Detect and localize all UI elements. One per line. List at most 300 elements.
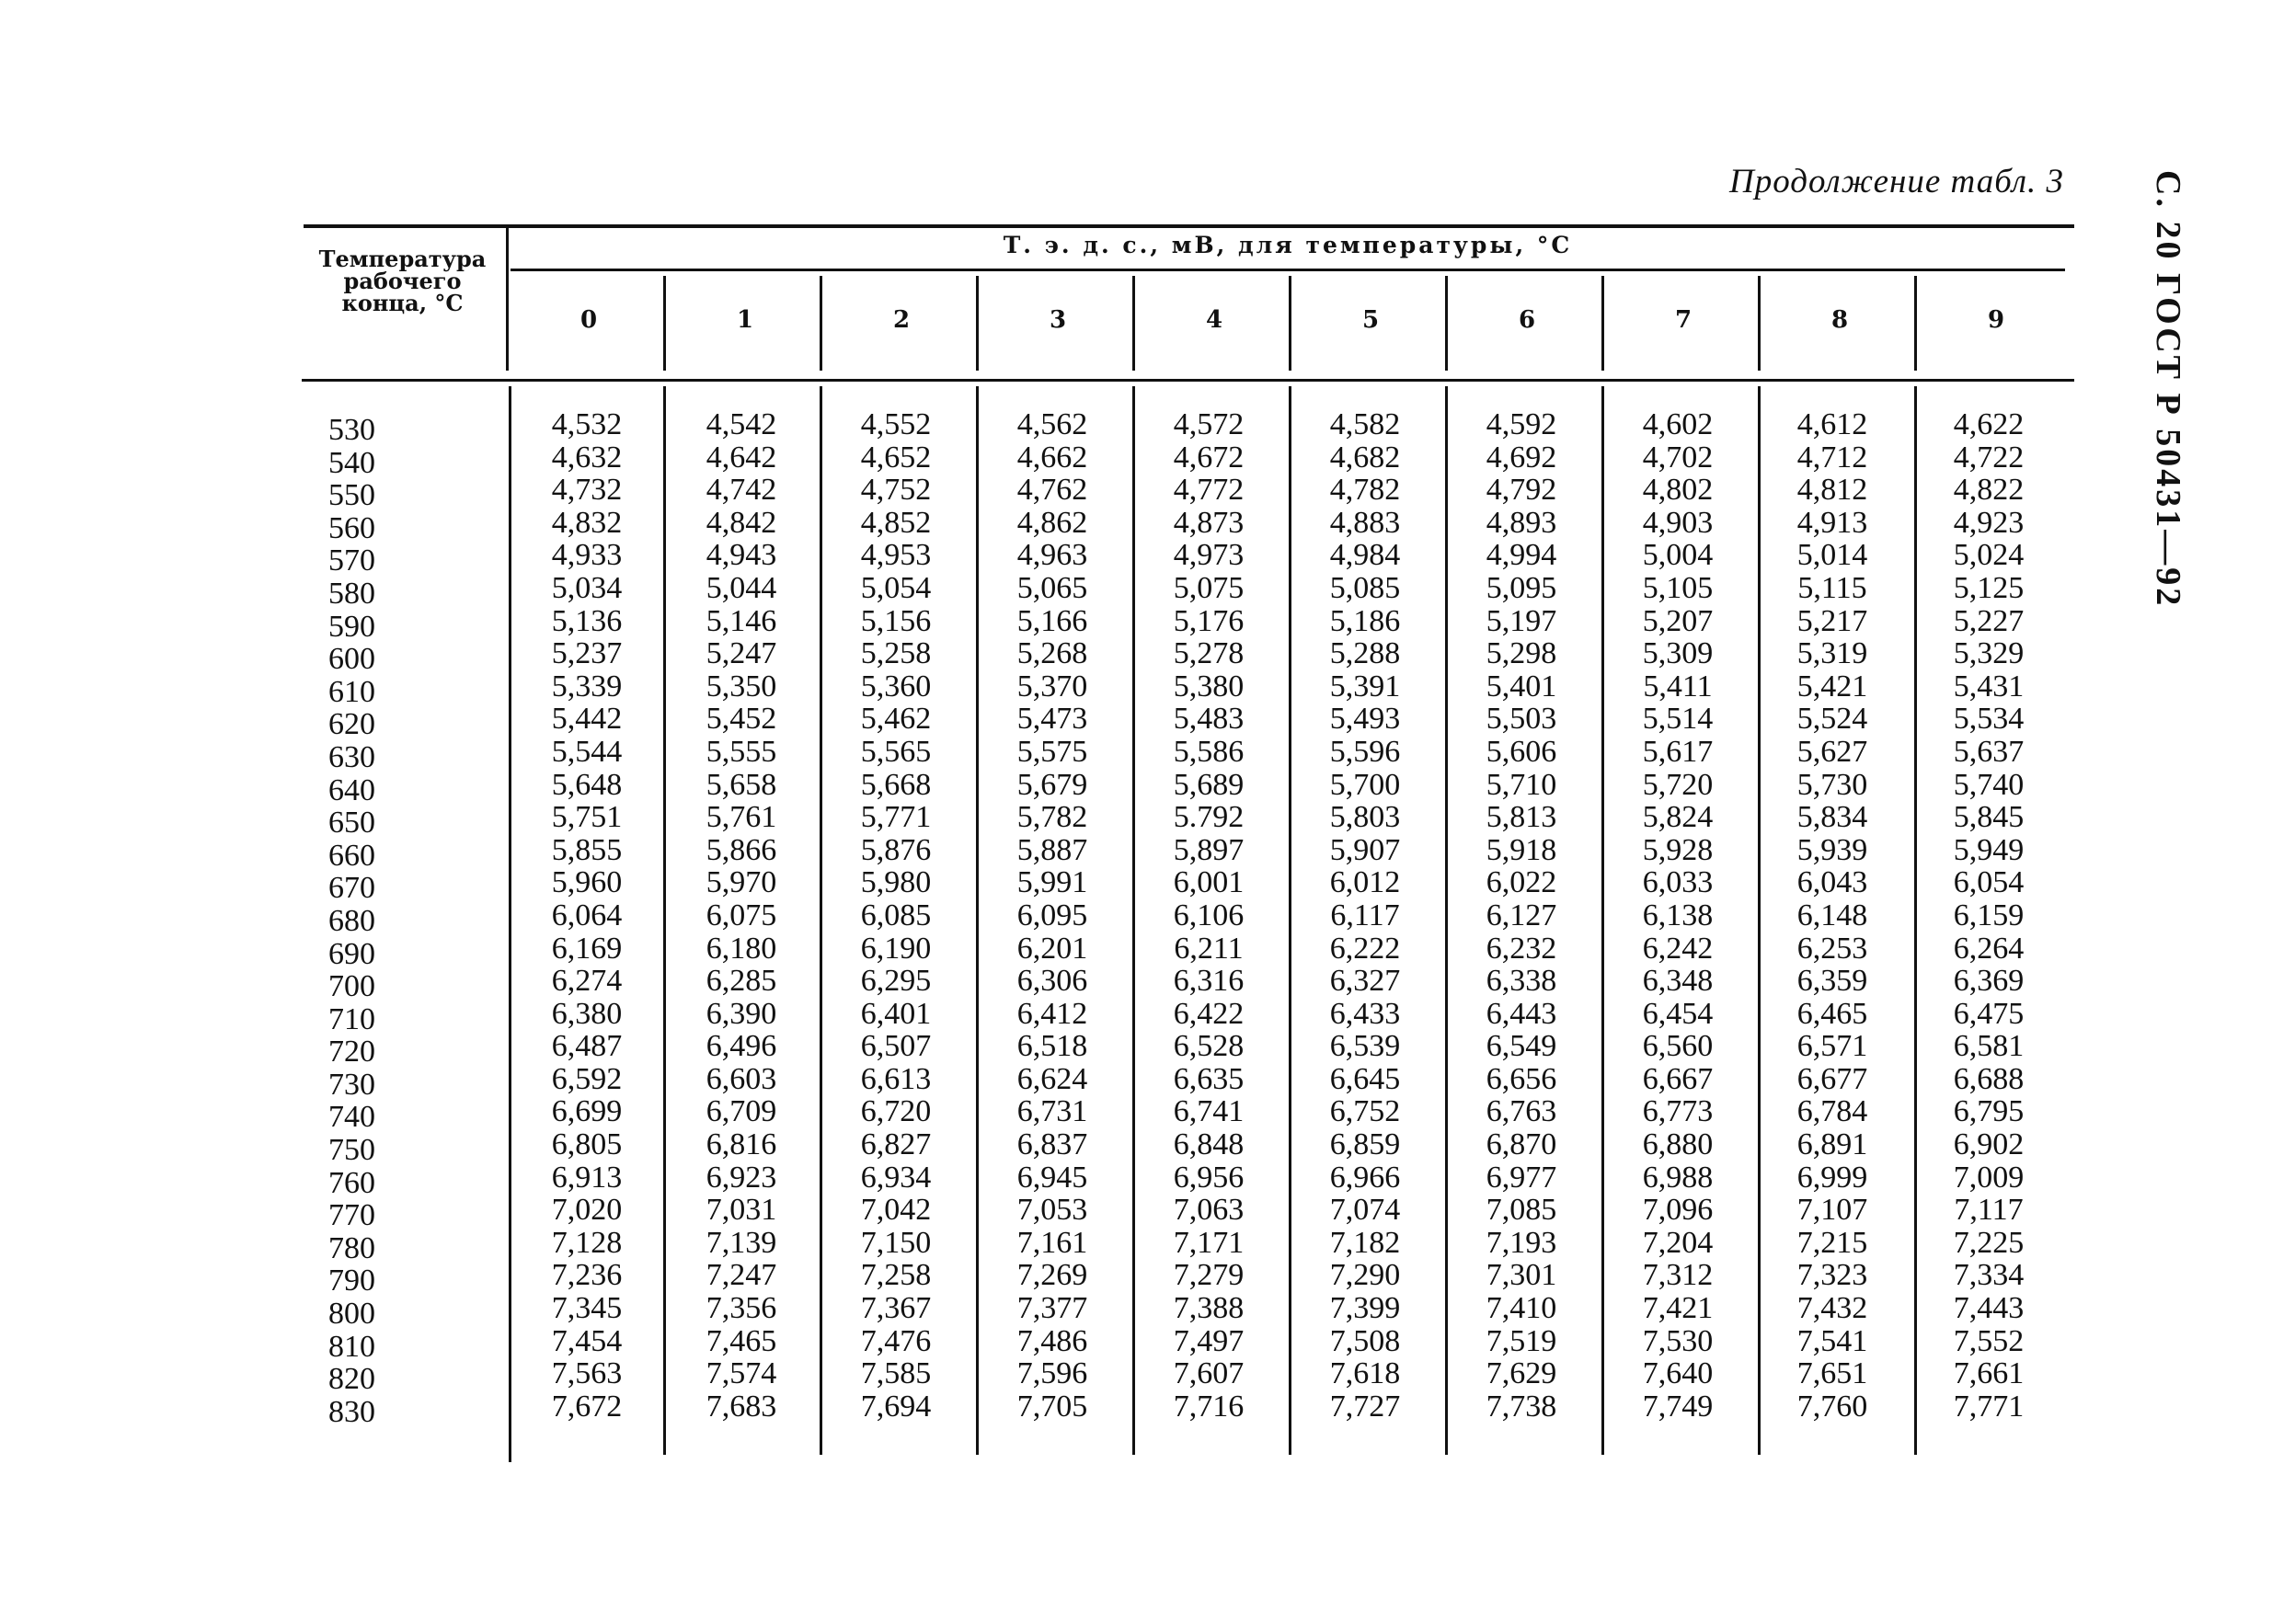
- table-cell: 5,014: [1796, 538, 1868, 573]
- temperature-cell: 770: [328, 1198, 375, 1233]
- table-cell: 4,994: [1486, 538, 1557, 573]
- table-cell: 7,716: [1173, 1389, 1245, 1424]
- page-side-label: С. 20 ГОСТ Р 50431—92: [2149, 170, 2187, 609]
- temperature-cell: 630: [328, 739, 375, 774]
- table-cell: 4,923: [1953, 505, 2025, 540]
- table-cell: 6,264: [1953, 931, 2025, 966]
- table-cell: 7,334: [1953, 1258, 2025, 1293]
- table-cell: 6,956: [1173, 1160, 1245, 1195]
- table-cell: 6,422: [1173, 996, 1245, 1031]
- temperature-cell: 530: [328, 413, 375, 447]
- table-cell: 6,635: [1173, 1061, 1245, 1096]
- table-cell: 5,370: [1016, 669, 1088, 703]
- table-cell: 7,574: [706, 1356, 777, 1391]
- table-cell: 4,913: [1796, 505, 1868, 540]
- table-cell: 6,837: [1016, 1127, 1088, 1162]
- col-divider: [1289, 386, 1291, 1455]
- col-divider: [1758, 386, 1761, 1455]
- value-column-9: [1934, 408, 2044, 1423]
- col-divider: [1914, 386, 1917, 1455]
- table-cell: 7,651: [1796, 1356, 1868, 1391]
- table-cell: 5,970: [706, 865, 777, 900]
- table-cell: 6,891: [1796, 1127, 1868, 1162]
- table-cell: 6,699: [551, 1094, 623, 1129]
- temperature-cell: 660: [328, 838, 375, 873]
- table-cell: 6,624: [1016, 1061, 1088, 1096]
- table-cell: 6,211: [1174, 931, 1244, 966]
- temperature-cell: 800: [328, 1297, 375, 1332]
- table-cell: 7,760: [1796, 1389, 1868, 1424]
- table-cell: 5,720: [1642, 767, 1714, 802]
- table-cell: 6,880: [1642, 1127, 1714, 1162]
- temperature-cell: 590: [328, 609, 375, 644]
- table-cell: 5,176: [1173, 603, 1245, 638]
- table-cell: 5,534: [1953, 702, 2025, 737]
- table-cell: 5,980: [860, 865, 932, 900]
- col-divider-row-header: [506, 228, 509, 371]
- table-cell: 7,367: [860, 1291, 932, 1326]
- table-cell: 4,862: [1016, 505, 1088, 540]
- table-cell: 7,705: [1016, 1389, 1088, 1424]
- table-cell: 6,359: [1796, 964, 1868, 999]
- col-divider: [1132, 386, 1135, 1455]
- table-cell: 5,617: [1642, 734, 1714, 769]
- col-divider: [976, 386, 979, 1455]
- table-cell: 4,662: [1016, 440, 1088, 475]
- table-cell: 7,629: [1486, 1356, 1557, 1391]
- table-cell: 4,722: [1953, 440, 2025, 475]
- table-cell: 5,596: [1329, 734, 1401, 769]
- table-cell: 5,771: [860, 800, 932, 835]
- table-cell: 7,085: [1486, 1193, 1557, 1228]
- table-cell: 7,171: [1173, 1225, 1245, 1260]
- table-cell: 7,053: [1016, 1193, 1088, 1228]
- table-cell: 6,773: [1642, 1094, 1714, 1129]
- table-cell: 6,306: [1016, 964, 1088, 999]
- table-cell: 6,075: [706, 898, 777, 932]
- table-cell: 5,065: [1016, 570, 1088, 605]
- table-cell: 4,712: [1796, 440, 1868, 475]
- col-divider: [820, 386, 822, 1455]
- sub-header-1: 1: [736, 306, 754, 334]
- table-cell: 7,443: [1953, 1291, 2025, 1326]
- table-cell: 7,771: [1953, 1389, 2025, 1424]
- sub-header-6: 6: [1518, 306, 1536, 334]
- table-cell: 7,497: [1173, 1323, 1245, 1358]
- table-cell: 7,399: [1329, 1291, 1401, 1326]
- table-cell: 5,637: [1953, 734, 2025, 769]
- table-cell: 6,380: [551, 996, 623, 1031]
- table-cell: 5,565: [860, 734, 932, 769]
- table-cell: 7,410: [1486, 1291, 1557, 1326]
- table-cell: 5,627: [1796, 734, 1868, 769]
- temperature-column: [328, 414, 420, 1428]
- table-cell: 6,667: [1642, 1061, 1714, 1096]
- table-cell: 4,792: [1486, 473, 1557, 508]
- table-cell: 6,232: [1486, 931, 1557, 966]
- col-divider-row-header-body: [509, 386, 511, 1462]
- table-cell: 7,128: [551, 1225, 623, 1260]
- table-cell: 5,606: [1486, 734, 1557, 769]
- value-column-6: [1466, 408, 1577, 1423]
- table-cell: 7,454: [551, 1323, 623, 1358]
- table-cell: 7,345: [551, 1291, 623, 1326]
- temperature-cell: 690: [328, 936, 375, 971]
- table-cell: 6,613: [860, 1061, 932, 1096]
- table-cell: 5,928: [1642, 832, 1714, 867]
- table-cell: 4,752: [860, 473, 932, 508]
- table-cell: 5,658: [706, 767, 777, 802]
- table-cell: 7,683: [706, 1389, 777, 1424]
- table-cell: 5,421: [1796, 669, 1868, 703]
- table-cell: 5,939: [1796, 832, 1868, 867]
- table-cell: 4,552: [860, 407, 932, 441]
- table-cell: 6,348: [1642, 964, 1714, 999]
- table-cell: 7,738: [1486, 1389, 1557, 1424]
- table-cell: 6,274: [551, 964, 623, 999]
- temperature-cell: 550: [328, 478, 375, 513]
- table-cell: 7,182: [1329, 1225, 1401, 1260]
- table-cell: 5,668: [860, 767, 932, 802]
- table-cell: 6,054: [1953, 865, 2025, 900]
- table-cell: 6,412: [1016, 996, 1088, 1031]
- table-cell: 6,454: [1642, 996, 1714, 1031]
- table-cell: 6,465: [1796, 996, 1868, 1031]
- table-cell: 5,186: [1329, 603, 1401, 638]
- table-cell: 4,963: [1016, 538, 1088, 573]
- temperature-cell: 740: [328, 1100, 375, 1135]
- table-cell: 4,652: [860, 440, 932, 475]
- sub-header-4: 4: [1205, 306, 1223, 334]
- table-cell: 6,033: [1642, 865, 1714, 900]
- table-cell: 7,236: [551, 1258, 623, 1293]
- table-cell: 7,096: [1642, 1193, 1714, 1228]
- col-divider: [1601, 386, 1604, 1455]
- table-cell: 6,870: [1486, 1127, 1557, 1162]
- table-cell: 4,672: [1173, 440, 1245, 475]
- table-cell: 5,483: [1173, 702, 1245, 737]
- table-cell: 5,431: [1953, 669, 2025, 703]
- table-cell: 4,903: [1642, 505, 1714, 540]
- table-cell: 6,709: [706, 1094, 777, 1129]
- table-cell: 4,732: [551, 473, 623, 508]
- temperature-cell: 710: [328, 1001, 375, 1036]
- table-cell: 7,552: [1953, 1323, 2025, 1358]
- value-column-0: [532, 408, 642, 1423]
- table-cell: 5,710: [1486, 767, 1557, 802]
- table-cell: 7,020: [551, 1193, 623, 1228]
- table-cell: 6,528: [1173, 1029, 1245, 1064]
- table-cell: 4,682: [1329, 440, 1401, 475]
- table-cell: 6,064: [551, 898, 623, 932]
- table-cell: 7,530: [1642, 1323, 1714, 1358]
- table-cell: 5,024: [1953, 538, 2025, 573]
- table-cell: 5,761: [706, 800, 777, 835]
- table-cell: 5,575: [1016, 734, 1088, 769]
- table-cell: 5,689: [1173, 767, 1245, 802]
- table-cell: 5,278: [1173, 636, 1245, 671]
- table-cell: 6,966: [1329, 1160, 1401, 1195]
- table-cell: 5,075: [1173, 570, 1245, 605]
- table-cell: 6,327: [1329, 964, 1401, 999]
- table-cell: 6,731: [1016, 1094, 1088, 1129]
- table-cell: 7,421: [1642, 1291, 1714, 1326]
- table-cell: 5,268: [1016, 636, 1088, 671]
- value-column-7: [1623, 408, 1733, 1423]
- table-cell: 6,763: [1486, 1094, 1557, 1129]
- table-cell: 7,290: [1329, 1258, 1401, 1293]
- temperature-cell: 780: [328, 1230, 375, 1265]
- value-column-3: [997, 408, 1107, 1423]
- table-cell: 7,486: [1016, 1323, 1088, 1358]
- table-cell: 5,054: [860, 570, 932, 605]
- table-cell: 4,984: [1329, 538, 1401, 573]
- table-cell: 6,180: [706, 931, 777, 966]
- header-group-rule: [511, 269, 2065, 271]
- table-cell: 4,602: [1642, 407, 1714, 441]
- table-cell: 6,148: [1796, 898, 1868, 932]
- table-cell: 5,298: [1486, 636, 1557, 671]
- table-cell: 6,001: [1173, 865, 1245, 900]
- table-cell: 5,824: [1642, 800, 1714, 835]
- table-cell: 5,339: [551, 669, 623, 703]
- table-cell: 5,442: [551, 702, 623, 737]
- temperature-cell: 610: [328, 674, 375, 709]
- table-cell: 7,607: [1173, 1356, 1245, 1391]
- temperature-cell: 620: [328, 707, 375, 742]
- temperature-cell: 720: [328, 1035, 375, 1069]
- value-column-8: [1777, 408, 1888, 1423]
- table-cell: 5,258: [860, 636, 932, 671]
- table-cell: 7,541: [1796, 1323, 1868, 1358]
- column-group-header: Т. э. д. с., мВ, для температуры, °С: [1003, 232, 1573, 258]
- table-cell: 7,661: [1953, 1356, 2025, 1391]
- table-cell: 7,301: [1486, 1258, 1557, 1293]
- table-cell: 5,700: [1329, 767, 1401, 802]
- table-cell: 7,694: [860, 1389, 932, 1424]
- table-cell: 6,159: [1953, 898, 2025, 932]
- table-cell: 7,269: [1016, 1258, 1088, 1293]
- table-cell: 6,720: [860, 1094, 932, 1129]
- table-cell: 6,316: [1173, 964, 1245, 999]
- table-cell: 7,215: [1796, 1225, 1868, 1260]
- col-divider: [663, 386, 666, 1455]
- table-cell: 6,127: [1486, 898, 1557, 932]
- table-cell: 5,813: [1486, 800, 1557, 835]
- table-cell: 5,197: [1486, 603, 1557, 638]
- temperature-cell: 640: [328, 772, 375, 807]
- table-cell: 5,845: [1953, 800, 2025, 835]
- table-cell: 4,842: [706, 505, 777, 540]
- table-cell: 6,688: [1953, 1061, 2025, 1096]
- table-cell: 4,592: [1486, 407, 1557, 441]
- table-cell: 5,586: [1173, 734, 1245, 769]
- table-cell: 5,897: [1173, 832, 1245, 867]
- table-cell: 7,161: [1016, 1225, 1088, 1260]
- table-cell: 5,876: [860, 832, 932, 867]
- table-cell: 7,312: [1642, 1258, 1714, 1293]
- table-cell: 4,883: [1329, 505, 1401, 540]
- table-cell: 4,802: [1642, 473, 1714, 508]
- table-caption: Продолжение табл. 3: [1729, 163, 2065, 200]
- table-cell: 6,518: [1016, 1029, 1088, 1064]
- table-cell: 5,751: [551, 800, 623, 835]
- table-cell: 4,582: [1329, 407, 1401, 441]
- table-cell: 7,042: [860, 1193, 932, 1228]
- table-cell: 6,741: [1173, 1094, 1245, 1129]
- table-cell: 6,816: [706, 1127, 777, 1162]
- table-cell: 6,487: [551, 1029, 623, 1064]
- table-cell: 5,524: [1796, 702, 1868, 737]
- table-cell: 5,085: [1329, 570, 1401, 605]
- table-cell: 5,855: [551, 832, 623, 867]
- table-cell: 6,859: [1329, 1127, 1401, 1162]
- table-cell: 7,465: [706, 1323, 777, 1358]
- col-divider: [1445, 386, 1448, 1455]
- table-cell: 4,832: [551, 505, 623, 540]
- table-cell: 5.792: [1173, 800, 1245, 835]
- sub-header-5: 5: [1361, 306, 1380, 334]
- table-cell: 6,539: [1329, 1029, 1401, 1064]
- table-cell: 6,169: [551, 931, 623, 966]
- table-cell: 4,933: [551, 538, 623, 573]
- table-cell: 5,918: [1486, 832, 1557, 867]
- table-cell: 6,805: [551, 1127, 623, 1162]
- table-cell: 4,822: [1953, 473, 2025, 508]
- table-cell: 6,338: [1486, 964, 1557, 999]
- table-cell: 5,350: [706, 669, 777, 703]
- temperature-cell: 580: [328, 576, 375, 611]
- table-cell: 5,391: [1329, 669, 1401, 703]
- temperature-cell: 810: [328, 1329, 375, 1364]
- table-cell: 5,095: [1486, 570, 1557, 605]
- table-cell: 7,247: [706, 1258, 777, 1293]
- table-cell: 7,596: [1016, 1356, 1088, 1391]
- table-cell: 4,612: [1796, 407, 1868, 441]
- table-cell: 6,285: [706, 964, 777, 999]
- table-cell: 7,672: [551, 1389, 623, 1424]
- table-cell: 5,834: [1796, 800, 1868, 835]
- table-cell: 6,106: [1173, 898, 1245, 932]
- table-cell: 4,632: [551, 440, 623, 475]
- table-cell: 7,640: [1642, 1356, 1714, 1391]
- table-cell: 5,237: [551, 636, 623, 671]
- table-cell: 5,207: [1642, 603, 1714, 638]
- temperature-cell: 750: [328, 1133, 375, 1168]
- value-column-2: [841, 408, 951, 1423]
- table-cell: 5,493: [1329, 702, 1401, 737]
- temperature-cell: 680: [328, 903, 375, 938]
- temperature-cell: 700: [328, 969, 375, 1004]
- table-cell: 4,572: [1173, 407, 1245, 441]
- table-cell: 7,225: [1953, 1225, 2025, 1260]
- table-cell: 4,772: [1173, 473, 1245, 508]
- table-cell: 5,503: [1486, 702, 1557, 737]
- table-cell: 6,795: [1953, 1094, 2025, 1129]
- table-cell: 4,893: [1486, 505, 1557, 540]
- table-cell: 6,507: [860, 1029, 932, 1064]
- table-cell: 5,247: [706, 636, 777, 671]
- table-cell: 6,401: [860, 996, 932, 1031]
- table-cell: 6,043: [1796, 865, 1868, 900]
- table-cell: 6,560: [1642, 1029, 1714, 1064]
- table-cell: 4,782: [1329, 473, 1401, 508]
- temperature-cell: 600: [328, 642, 375, 677]
- temperature-cell: 830: [328, 1394, 375, 1429]
- table-cell: 4,812: [1796, 473, 1868, 508]
- table-cell: 6,677: [1796, 1061, 1868, 1096]
- table-cell: 6,190: [860, 931, 932, 966]
- table-cell: 5,034: [551, 570, 623, 605]
- table-cell: 5,105: [1642, 570, 1714, 605]
- table-cell: 5,227: [1953, 603, 2025, 638]
- table-cell: 4,873: [1173, 505, 1245, 540]
- table-cell: 7,193: [1486, 1225, 1557, 1260]
- temperature-cell: 570: [328, 543, 375, 578]
- table-cell: 6,752: [1329, 1094, 1401, 1129]
- table-cell: 4,532: [551, 407, 623, 441]
- table-cell: 6,923: [706, 1160, 777, 1195]
- table-cell: 4,692: [1486, 440, 1557, 475]
- table-cell: 5,360: [860, 669, 932, 703]
- table-cell: 5,329: [1953, 636, 2025, 671]
- table-cell: 5,401: [1486, 669, 1557, 703]
- table-cell: 4,642: [706, 440, 777, 475]
- table-cell: 7,749: [1642, 1389, 1714, 1424]
- table-cell: 6,138: [1642, 898, 1714, 932]
- table-cell: 6,222: [1329, 931, 1401, 966]
- table-cell: 4,742: [706, 473, 777, 508]
- table-cell: 7,031: [706, 1193, 777, 1228]
- sub-header-7: 7: [1674, 306, 1693, 334]
- table-cell: 6,433: [1329, 996, 1401, 1031]
- table-cell: 6,369: [1953, 964, 2025, 999]
- table-cell: 7,063: [1173, 1193, 1245, 1228]
- table-cell: 5,380: [1173, 669, 1245, 703]
- table-cell: 7,519: [1486, 1323, 1557, 1358]
- table-cell: 5,004: [1642, 538, 1714, 573]
- table-top-rule: [304, 224, 2074, 228]
- temperature-cell: 790: [328, 1264, 375, 1298]
- temperature-cell: 650: [328, 806, 375, 841]
- table-cell: 7,009: [1953, 1160, 2025, 1195]
- table-cell: 7,476: [860, 1323, 932, 1358]
- table-cell: 6,784: [1796, 1094, 1868, 1129]
- table-cell: 5,125: [1953, 570, 2025, 605]
- table-cell: 5,679: [1016, 767, 1088, 802]
- table-cell: 7,323: [1796, 1258, 1868, 1293]
- table-cell: 6,902: [1953, 1127, 2025, 1162]
- sub-header-0: 0: [579, 306, 598, 334]
- sub-header-9: 9: [1987, 306, 2005, 334]
- table-cell: 6,022: [1486, 865, 1557, 900]
- table-cell: 6,295: [860, 964, 932, 999]
- table-cell: 7,727: [1329, 1389, 1401, 1424]
- table-cell: 4,762: [1016, 473, 1088, 508]
- table-cell: 6,913: [551, 1160, 623, 1195]
- table-cell: 6,827: [860, 1127, 932, 1162]
- table-cell: 5,730: [1796, 767, 1868, 802]
- table-cell: 7,107: [1796, 1193, 1868, 1228]
- table-cell: 5,452: [706, 702, 777, 737]
- table-cell: 6,977: [1486, 1160, 1557, 1195]
- temperature-cell: 560: [328, 510, 375, 545]
- table-cell: 5,887: [1016, 832, 1088, 867]
- table-cell: 5,648: [551, 767, 623, 802]
- table-cell: 4,622: [1953, 407, 2025, 441]
- temperature-cell: 760: [328, 1165, 375, 1200]
- temperature-cell: 670: [328, 871, 375, 906]
